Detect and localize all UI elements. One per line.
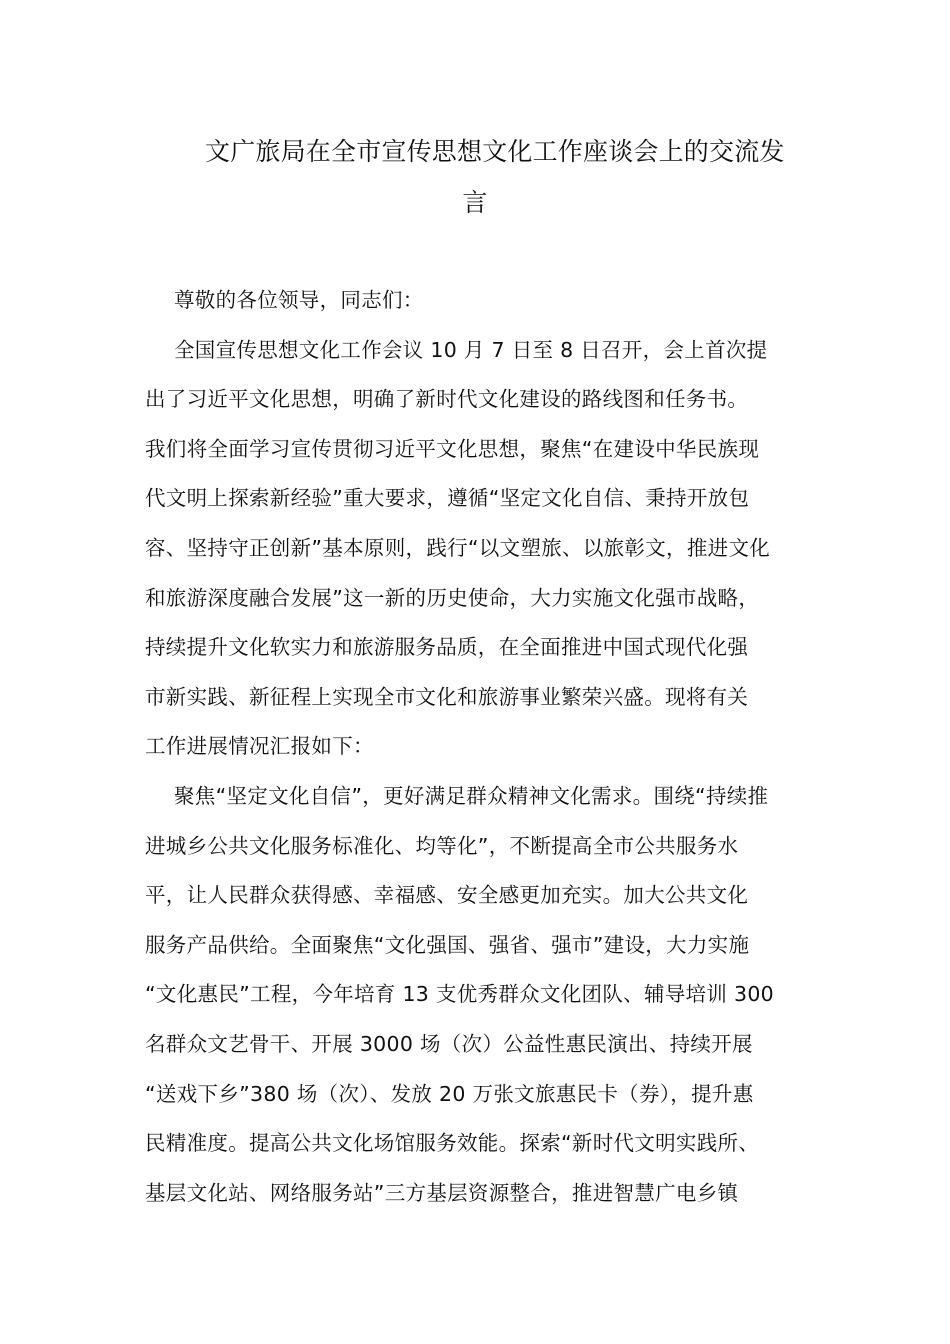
salutation: 尊敬的各位领导，同志们： <box>174 288 424 312</box>
paragraph-1-line: 和旅游深度融合发展”这一新的历史使命，大力实施文化强市战略， <box>145 585 760 610</box>
paragraph-1-line: 出了习近平文化思想，明确了新时代文化建设的路线图和任务书。 <box>145 387 749 412</box>
paragraph-1-line: 工作进展情况汇报如下： <box>145 734 374 759</box>
paragraph-1-line: 持续提升文化软实力和旅游服务品质，在全面推进中国式现代化强 <box>145 635 749 660</box>
paragraph-2-line: 进城乡公共文化服务标准化、均等化”，不断提高全市公共服务水 <box>145 833 739 858</box>
paragraph-1-line: 容、坚持守正创新”基本原则，践行“以文塑旅、以旅彰文，推进文化 <box>145 535 771 560</box>
title-line-2: 言 <box>462 188 488 217</box>
paragraph-1-line: 代文明上探索新经验”重大要求，遵循“坚定文化自信、秉持开放包 <box>145 486 750 511</box>
document-title <box>205 126 805 228</box>
paragraph-2-line: “文化惠民”工程，今年培育 13 支优秀群众文化团队、辅导培训 300 <box>145 982 775 1007</box>
paragraph-2-line: 服务产品供给。全面聚焦“文化强国、强省、强市”建设，大力实施 <box>145 932 750 957</box>
paragraph-1-line: 全国宣传思想文化工作会议 10 月 7 日至 8 日召开，会上首次提 <box>174 337 768 362</box>
paragraph-2-line: 基层文化站、网络服务站”三方基层资源整合，推进智慧广电乡镇 <box>145 1180 739 1205</box>
paragraph-1-line: 我们将全面学习宣传贯彻习近平文化思想，聚焦“在建设中华民族现 <box>145 436 760 461</box>
paragraph-2-line: 名群众文艺骨干、开展 3000 场（次）公益性惠民演出、持续开展 <box>145 1031 753 1056</box>
document-body <box>145 276 810 1218</box>
paragraph-2-line: 平，让人民群众获得感、幸福感、安全感更加充实。加大公共文化 <box>145 883 749 908</box>
title-line-1: 文广旅局在全市宣传思想文化工作座谈会上的交流发 <box>205 137 785 166</box>
paragraph-2-line: “送戏下乡”380 场（次）、发放 20 万张文旅惠民卡（券），提升惠 <box>145 1081 754 1106</box>
paragraph-2-line: 聚焦“坚定文化自信”，更好满足群众精神文化需求。围绕“持续推 <box>174 783 769 808</box>
paragraph-2-line: 民精准度。提高公共文化场馆服务效能。探索“新时代文明实践所、 <box>145 1131 760 1156</box>
paragraph-1-line: 市新实践、新征程上实现全市文化和旅游事业繁荣兴盛。现将有关 <box>145 684 749 709</box>
